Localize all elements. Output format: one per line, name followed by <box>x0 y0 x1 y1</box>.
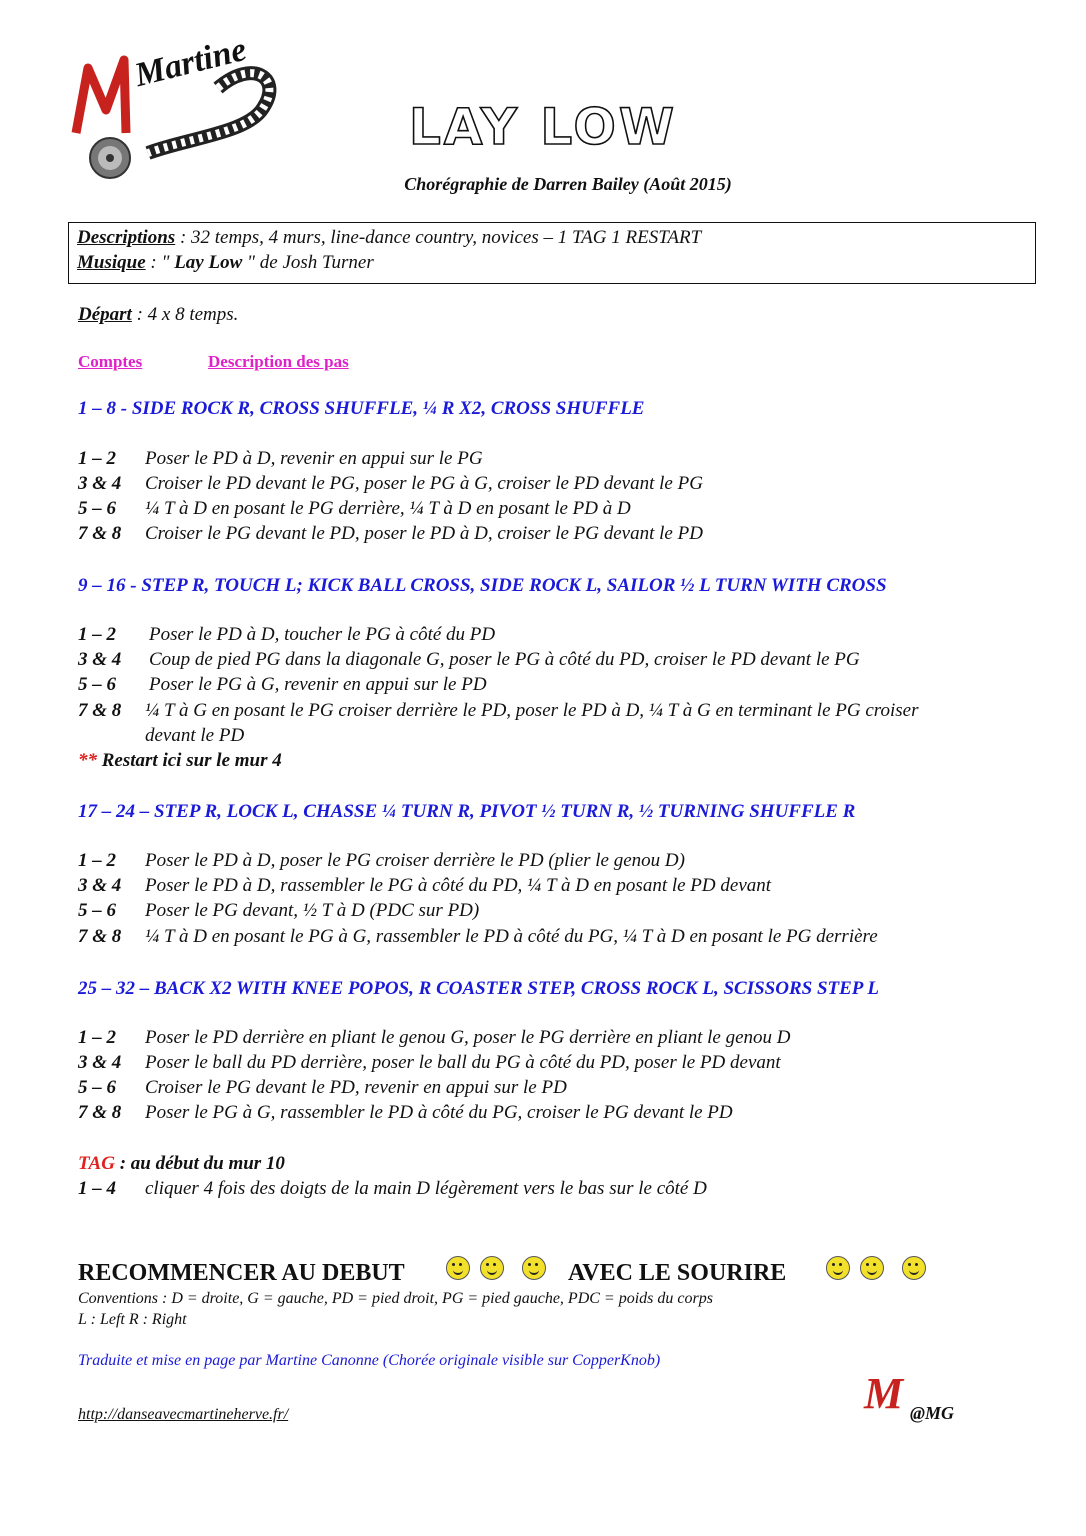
step-row <box>78 900 479 922</box>
step-count: 3 & 4 <box>78 875 122 896</box>
choreographer-line: Chorégraphie de Darren Bailey (Août 2015) <box>404 174 732 194</box>
section-title: 25 – 32 – BACK X2 WITH KNEE POPOS, R COASTER STEP, CROSS ROCK L, SCISSORS STEP L <box>78 978 880 999</box>
step-row <box>78 498 631 520</box>
column-counts-header: Comptes <box>78 352 143 371</box>
smiley-icon <box>860 1256 884 1280</box>
restart-banner-a: RECOMMENCER AU DEBUT <box>78 1260 405 1286</box>
website-link[interactable]: http://danseavecmartineherve.fr/ <box>78 1406 289 1423</box>
smiley-icon <box>826 1256 850 1280</box>
step-text: Croiser le PG devant le PD, poser le PD à D, croiser le PG devant le PD <box>145 523 703 544</box>
step-row <box>78 850 685 872</box>
step-count: 7 & 8 <box>78 700 122 721</box>
step-text: Poser le PD à D, rassembler le PG à côté du PD, ¼ T à D en posant le PD devant <box>145 875 772 896</box>
tag-line <box>78 1153 285 1175</box>
step-row <box>78 473 703 495</box>
step-row <box>78 1052 781 1074</box>
step-count: 7 & 8 <box>78 523 122 544</box>
section-title: 17 – 24 – STEP R, LOCK L, CHASSE ¼ TURN R, PIVOT ½ TURN R, ½ TURNING SHUFFLE R <box>78 801 856 822</box>
step-row <box>78 674 487 696</box>
info-box <box>68 222 1036 284</box>
smiley-icon <box>446 1256 470 1280</box>
tag-value: : au début du mur 10 <box>114 1153 285 1174</box>
smiley-icon <box>522 1256 546 1280</box>
section-title: 9 – 16 - STEP R, TOUCH L; KICK BALL CROSS, SIDE ROCK L, SAILOR ½ L TURN WITH CROSS <box>78 575 887 596</box>
music-title: Lay Low <box>174 252 243 273</box>
signature-logo: M <box>864 1369 904 1418</box>
step-count: 5 – 6 <box>78 498 116 519</box>
step-count: 3 & 4 <box>78 473 122 494</box>
step-text: Poser le PG à G, revenir en appui sur le PD <box>149 674 487 695</box>
column-desc-header: Description des pas <box>208 352 349 371</box>
step-row <box>78 1027 791 1049</box>
step-count: 3 & 4 <box>78 649 122 670</box>
step-count: 5 – 6 <box>78 674 116 695</box>
step-count: 1 – 2 <box>78 1027 116 1048</box>
step-count: 7 & 8 <box>78 1102 122 1123</box>
restart-stars: ** <box>78 750 97 771</box>
step-text: Poser le PD à D, poser le PG croiser derrière le PD (plier le genou D) <box>145 850 685 871</box>
description-line <box>77 225 1027 250</box>
step-count: 7 & 8 <box>78 926 122 947</box>
step-row <box>78 624 495 646</box>
step-row <box>78 1077 567 1099</box>
music-pre: : " <box>145 252 175 273</box>
step-row <box>78 448 483 470</box>
step-count: 5 – 6 <box>78 900 116 921</box>
logo-text: Martine <box>131 30 251 95</box>
smiley-group-2 <box>826 1256 926 1280</box>
step-text: Poser le ball du PD derrière, poser le ball du PG à côté du PD, poser le PD devant <box>145 1052 781 1073</box>
signature-text: @MG <box>910 1403 954 1423</box>
depart-line <box>78 304 238 326</box>
section-title: 1 – 8 - SIDE ROCK R, CROSS SHUFFLE, ¼ R X2, CROSS SHUFFLE <box>78 398 645 419</box>
step-count: 1 – 2 <box>78 448 116 469</box>
smiley-icon <box>902 1256 926 1280</box>
description-label: Descriptions <box>77 227 176 248</box>
depart-label: Départ <box>78 304 132 325</box>
step-text: ¼ T à D en posant le PG à G, rassembler le PD à côté du PG, ¼ T à D en posant le PG derrière <box>145 926 878 947</box>
step-row <box>78 700 918 722</box>
tag-label: TAG <box>78 1153 115 1174</box>
step-count: 5 – 6 <box>78 1077 116 1098</box>
step-text: Croiser le PG devant le PD, revenir en appui sur le PD <box>145 1077 567 1098</box>
step-row <box>78 1178 707 1200</box>
step-count: 1 – 2 <box>78 850 116 871</box>
step-row <box>78 1102 733 1124</box>
restart-text: Restart ici sur le mur 4 <box>97 750 282 771</box>
step-text: Poser le PG à G, rassembler le PD à côté du PG, croiser le PG devant le PD <box>145 1102 733 1123</box>
step-count: 1 – 4 <box>78 1178 116 1199</box>
step-row <box>78 649 860 671</box>
description-value: : 32 temps, 4 murs, line-dance country, novices – 1 TAG 1 RESTART <box>175 227 702 248</box>
smiley-icon <box>480 1256 504 1280</box>
depart-value: : 4 x 8 temps. <box>131 304 239 325</box>
step-count: 1 – 2 <box>78 624 116 645</box>
page-title: LAY LOW <box>408 98 678 156</box>
credit-text: Traduite et mise en page par Martine Canonne (Chorée originale visible sur CopperKnob) <box>78 1352 661 1369</box>
music-label: Musique <box>77 252 146 273</box>
music-artist: " de Josh Turner <box>242 252 374 273</box>
music-line <box>77 250 1027 275</box>
step-count: 3 & 4 <box>78 1052 122 1073</box>
step-text: Coup de pied PG dans la diagonale G, poser le PG à côté du PD, croiser le PD devant le PG <box>149 649 860 670</box>
restart-banner-b: AVEC LE SOURIRE <box>568 1260 787 1286</box>
step-text: Croiser le PD devant le PG, poser le PG à G, croiser le PD devant le PG <box>145 473 703 494</box>
step-text: Poser le PD à D, revenir en appui sur le PG <box>145 448 483 469</box>
smiley-group-1 <box>446 1256 546 1280</box>
step-continuation: devant le PD <box>145 725 245 746</box>
restart-note <box>78 750 282 772</box>
step-row <box>78 926 878 948</box>
step-text: Poser le PD à D, toucher le PG à côté du PD <box>149 624 496 645</box>
step-text: Poser le PD derrière en pliant le genou G, poser le PG derrière en pliant le genou D <box>145 1027 791 1048</box>
conventions-text: Conventions : D = droite, G = gauche, PD = pied droit, PG = pied gauche, PDC = poids du corps <box>78 1290 713 1307</box>
step-text: ¼ T à D en posant le PG derrière, ¼ T à D en posant le PD à D <box>145 498 631 519</box>
step-text: Poser le PG devant, ½ T à D (PDC sur PD) <box>145 900 480 921</box>
step-row <box>78 523 703 545</box>
left-right-text: L : Left R : Right <box>78 1311 187 1328</box>
step-text: ¼ T à G en posant le PG croiser derrière le PD, poser le PD à D, ¼ T à G en terminant le PG croiser <box>145 700 919 721</box>
step-text: cliquer 4 fois des doigts de la main D légèrement vers le bas sur le côté D <box>145 1178 707 1199</box>
step-row <box>78 875 771 897</box>
